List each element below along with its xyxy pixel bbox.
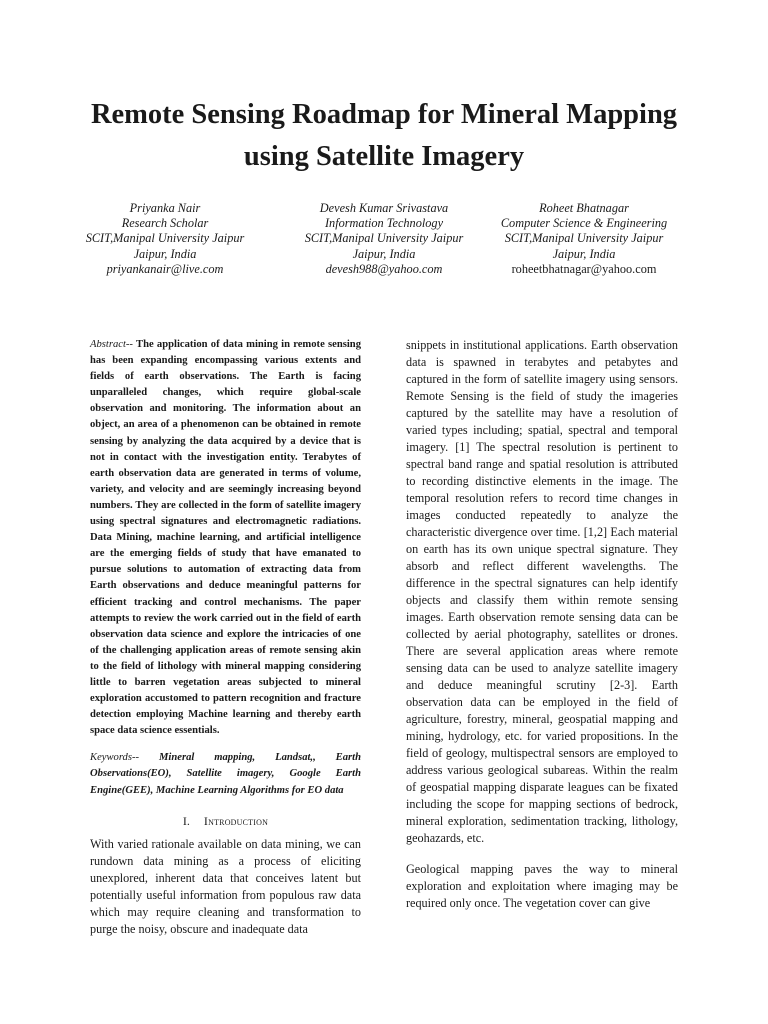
author-name: Priyanka Nair	[129, 201, 201, 215]
author-3	[479, 201, 689, 277]
section-heading-introduction	[90, 813, 361, 830]
author-role: Computer Science & Engineering	[500, 216, 668, 231]
author-email: devesh988@yahoo.com	[325, 261, 443, 276]
author-affiliation: SCIT,Manipal University Jaipur	[85, 231, 245, 246]
author-1	[60, 201, 270, 277]
author-email: priyankanair@live.com	[106, 261, 224, 276]
section-title: Introduction	[203, 813, 269, 828]
author-email: roheetbhatnagar@yahoo.com	[511, 261, 657, 276]
author-affiliation: SCIT,Manipal University Jaipur	[504, 231, 664, 246]
author-location: Jaipur, India	[352, 246, 416, 261]
author-2	[279, 201, 489, 277]
intro-paragraph-continued: snippets in institutional applications. Earth observation data is spawned in terabytes and petabytes and captured in the form of satellite imagery using sensors. Remote Sensing is the field of study the imageries captured by the satellite may have a resolution of varied types including; spatial, spectral and temporal imagery. [1] The spectral resolution is pertinent to spectral band range and spatial resolution is attributed to recording distinctive elements in the image. The temporal resolution refers to record time changes in images conducted repeatedly to analyze the characteristic divergence over time. [1,2] Each material on earth has its own unique spectral signature. They absorb and reflect different wavelengths. The difference in the spectral signatures can help identify objects and classify them within remote sensing images. Earth observation remote sensing data can be collected by aerial photography, satellites or drones. There are several application areas where remote sensing data can be used to analyze satellite imagery and deduce meaningful scrutiny [2-3]. Earth observation data can be employed in the field of agriculture, forestry, mineral, geospatial mapping and mining, hydrology, etc. for varied propositions. In the field of geology, multispectral sensors are employed to address various geological subareas. Within the realm of geospatial mapping disparate leagues can be fixated including the scope for mapping sections of bedrock, mineral exploration, sedimentation tracking, lithology, geohazards, etc.	[406, 338, 678, 845]
keywords	[90, 750, 361, 798]
intro-paragraph: With varied rationale available on data mining, we can rundown data mining as a process of eliciting unexplored, inherent data that conceives latent but potentially useful information from populous raw data which may require cleaning and transformation to purge the noisy, obscure and inadequate data	[90, 836, 361, 936]
author-role: Research Scholar	[121, 216, 209, 231]
keywords-label: Keywords--	[90, 752, 140, 764]
author-location: Jaipur, India	[133, 246, 197, 261]
author-name: Devesh Kumar Srivastava	[319, 201, 449, 215]
geological-mapping-paragraph: Geological mapping paves the way to mineral exploration and exploitation where imaging may be required only once. The vegetation cover can give	[406, 862, 678, 910]
author-affiliation: SCIT,Manipal University Jaipur	[304, 231, 464, 246]
right-column	[406, 337, 678, 912]
keywords-text: Mineral mapping, Landsat,, Earth Observations(EO), Satellite imagery, Google Earth Engine(GEE), Machine Learning Algorithms for EO data	[90, 752, 361, 796]
paper-title: Remote Sensing Roadmap for Mineral Mapping using Satellite Imagery	[90, 99, 678, 172]
abstract-text: The application of data mining in remote sensing has been expanding encompassing various extents and fields of earth observations. The Earth is facing unparalleled changes, which require global-scale observation and monitoring. The information about an object, an area of a phenomenon can be obtained in remote sensing by analyzing the data acquired by a device that is not in contact with the investigation entity. Terabytes of earth observation data are generated in terms of volume, variety, and velocity and are seemingly increasing beyond numbers. They are collected in the form of satellite imagery using spectral signatures and electromagnetic radiations. Data Mining, machine learning, and artificial intelligence are the emerging fields of study that have emanated to pursue solutions to automation of extracting data from Earth observations and deduce meaningful patterns for efficient tracking and control mechanisms. The paper attempts to review the work carried out in the field of earth observation data science and explore the intricacies of one of the challenging application areas of remote sensing akin to the field of lithology with mineral mapping considering little to barren vegetation areas subjected to mineral exploration accustomed to pattern recognition and fracture detection employing Machine learning and thereby earth space data science essentials.	[90, 339, 361, 737]
abstract-label: Abstract--	[90, 339, 133, 350]
section-number: I.	[182, 813, 190, 828]
author-location: Jaipur, India	[552, 246, 616, 261]
abstract	[90, 337, 361, 739]
author-role: Information Technology	[324, 216, 444, 231]
author-name: Roheet Bhatnagar	[539, 201, 629, 215]
left-column	[90, 337, 361, 938]
